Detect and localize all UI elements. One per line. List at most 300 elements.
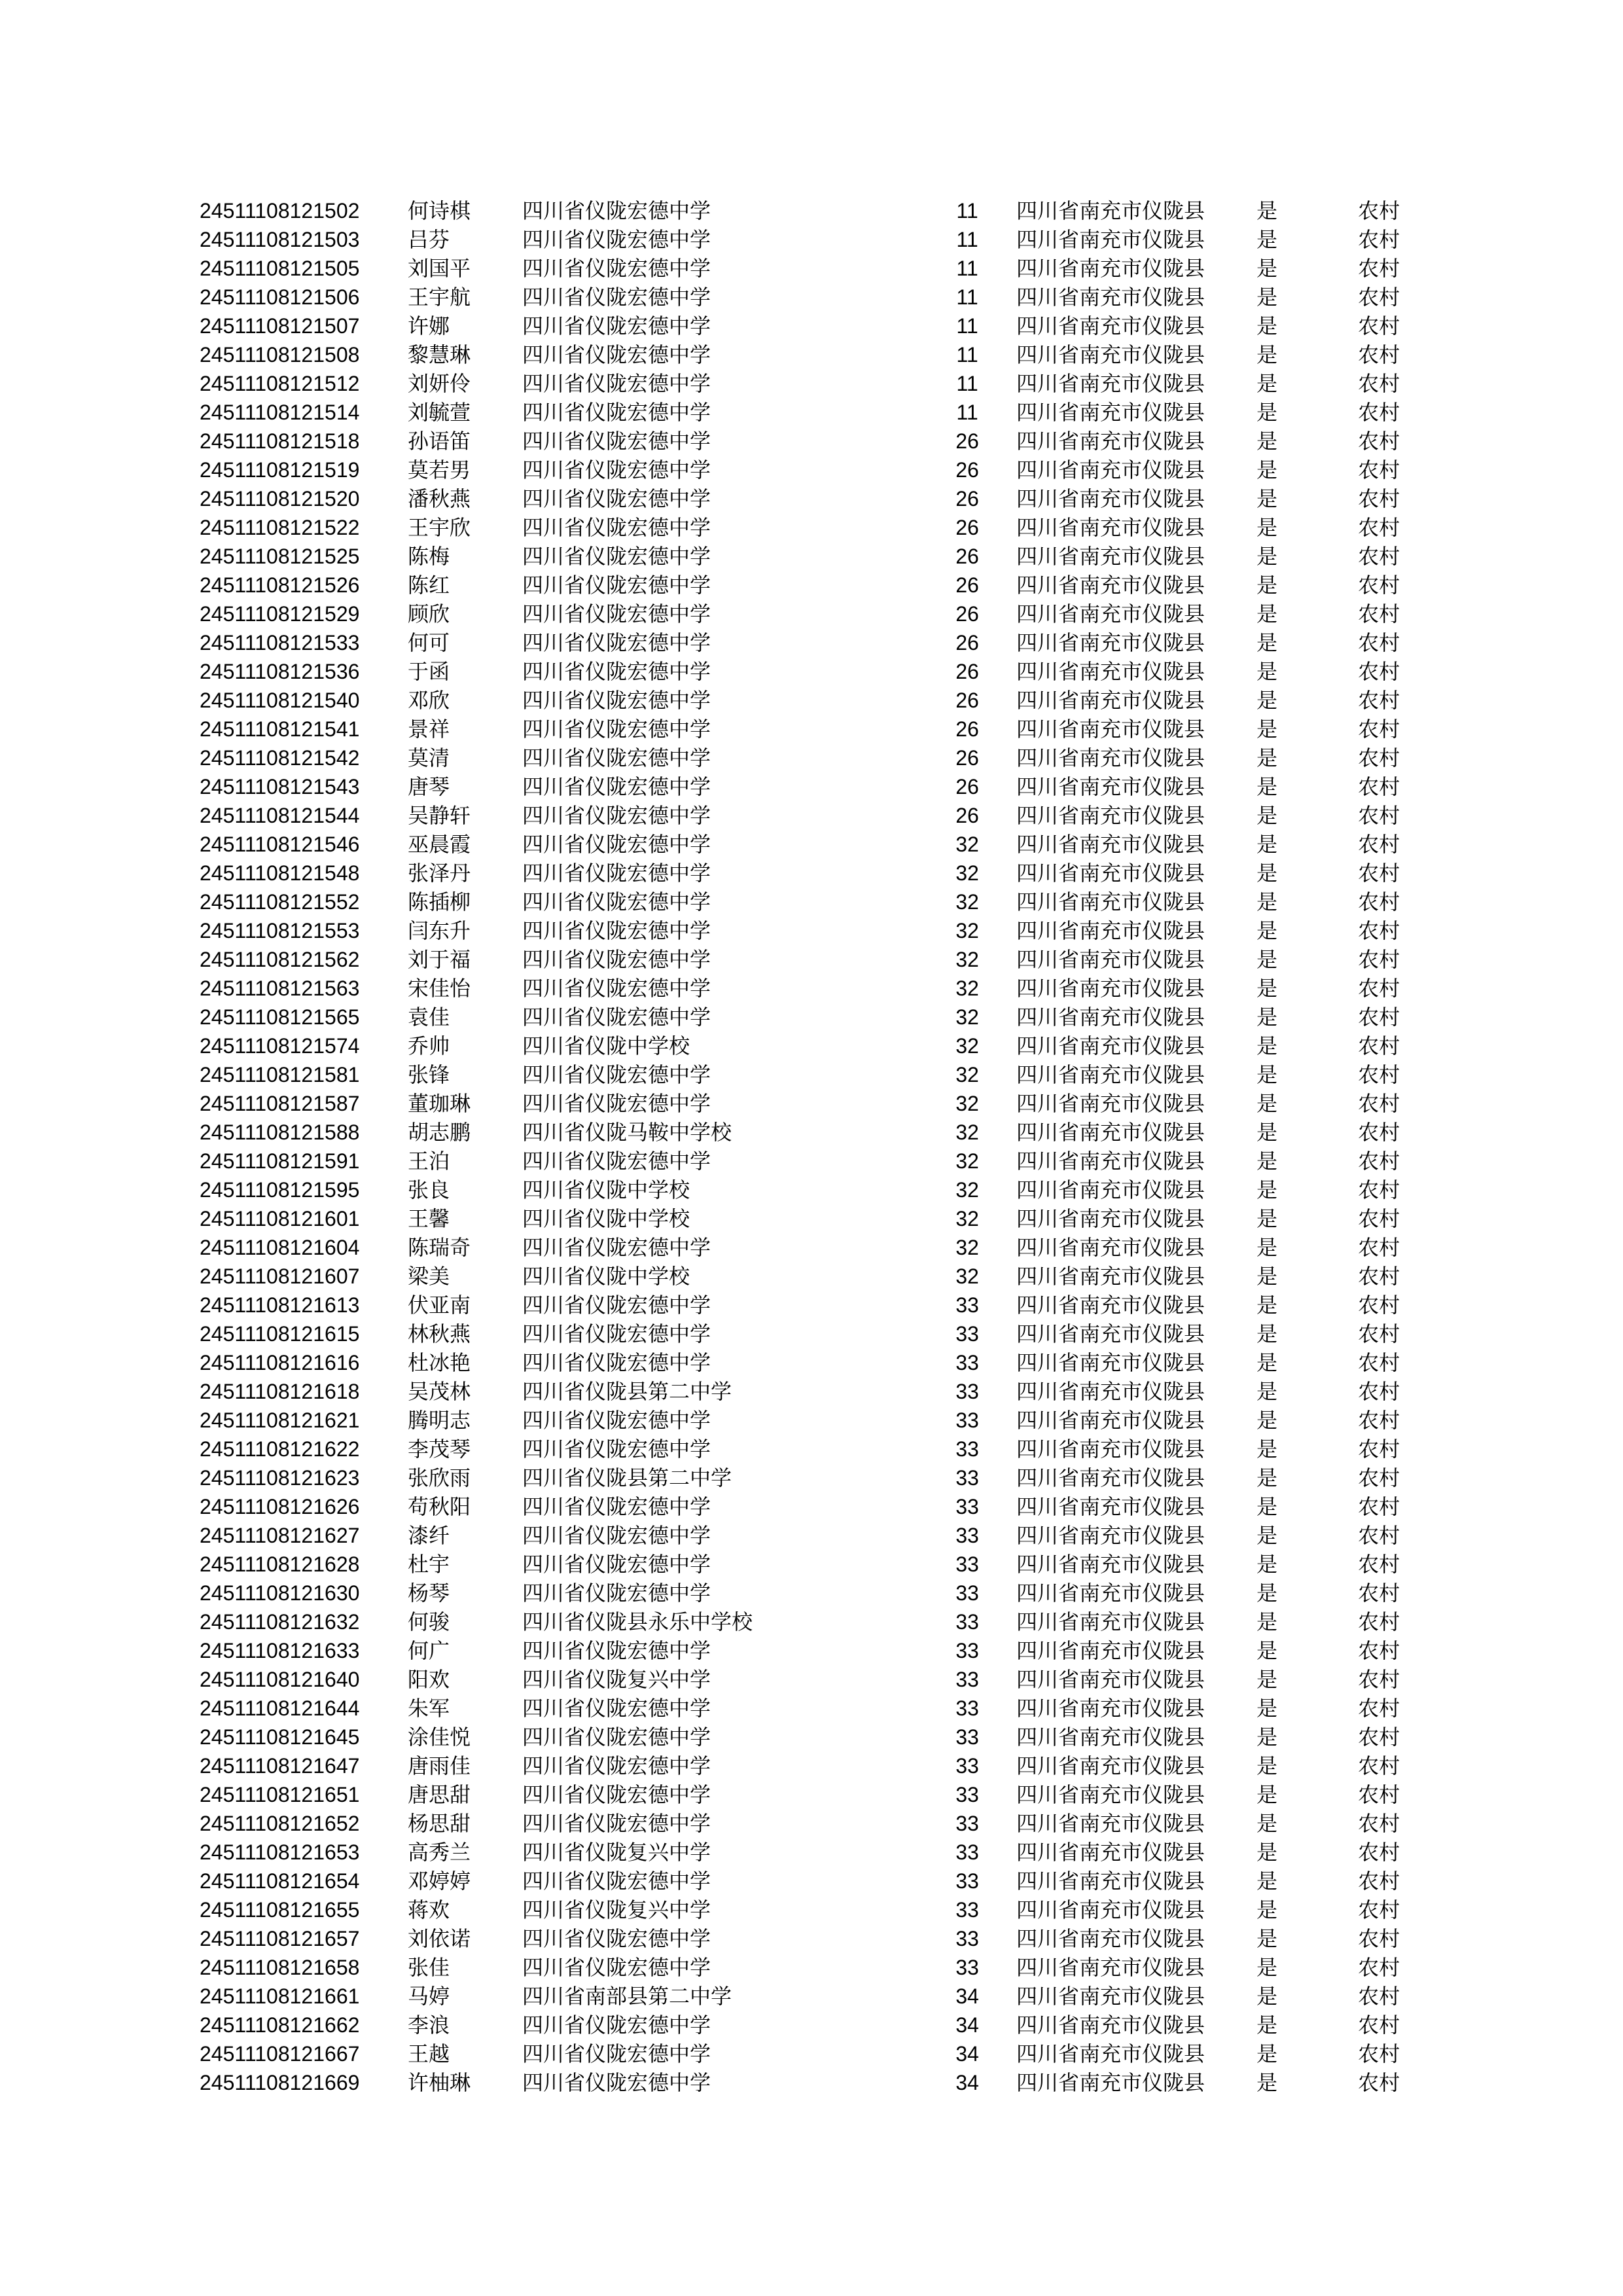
school-name-cell: 四川省仪陇宏德中学 — [522, 1293, 711, 1318]
class-number-cell: 33 — [955, 1696, 979, 1720]
class-number-cell: 32 — [955, 1092, 979, 1115]
student-id-cell: 24511108121655 — [200, 1898, 360, 1922]
student-name-cell: 朱军 — [408, 1696, 450, 1721]
region-cell: 四川省南充市仪陇县 — [1016, 1408, 1205, 1433]
student-id-cell: 24511108121591 — [200, 1149, 360, 1173]
residence-type-cell: 农村 — [1358, 2070, 1400, 2095]
class-number-cell: 26 — [955, 804, 979, 827]
student-name-cell: 李茂琴 — [408, 1437, 471, 1462]
student-id-cell: 24511108121658 — [200, 1956, 360, 1979]
student-name-cell: 吕芬 — [408, 227, 450, 252]
region-cell: 四川省南充市仪陇县 — [1016, 1811, 1205, 1836]
class-number-cell: 26 — [955, 487, 979, 511]
region-cell: 四川省南充市仪陇县 — [1016, 1926, 1205, 1951]
student-name-cell: 刘妍伶 — [408, 371, 471, 396]
school-name-cell: 四川省仪陇宏德中学 — [522, 198, 711, 223]
student-id-cell: 24511108121595 — [200, 1178, 360, 1202]
student-id-cell: 24511108121533 — [200, 631, 360, 655]
table-row — [200, 1521, 1443, 1550]
region-cell: 四川省南充市仪陇县 — [1016, 1321, 1205, 1346]
school-name-cell: 四川省南部县第二中学 — [522, 1984, 732, 2009]
student-name-cell: 吴茂林 — [408, 1379, 471, 1404]
class-number-cell: 33 — [955, 1524, 979, 1547]
table-row — [200, 600, 1443, 628]
student-name-cell: 涂佳悦 — [408, 1725, 471, 1749]
table-row — [200, 513, 1443, 542]
region-cell: 四川省南充市仪陇县 — [1016, 832, 1205, 857]
student-name-cell: 乔帅 — [408, 1033, 450, 1058]
residence-type-cell: 农村 — [1358, 1840, 1400, 1865]
student-id-cell: 24511108121587 — [200, 1092, 360, 1115]
region-cell: 四川省南充市仪陇县 — [1016, 1149, 1205, 1174]
table-row — [200, 916, 1443, 945]
region-cell: 四川省南充市仪陇县 — [1016, 1955, 1205, 1980]
class-number-cell: 32 — [955, 861, 979, 885]
student-name-cell: 何可 — [408, 630, 450, 655]
eligibility-flag-cell: 是 — [1257, 1552, 1278, 1577]
eligibility-flag-cell: 是 — [1257, 947, 1278, 972]
eligibility-flag-cell: 是 — [1257, 1062, 1278, 1087]
table-row — [200, 1550, 1443, 1579]
student-name-cell: 王泊 — [408, 1149, 450, 1174]
region-cell: 四川省南充市仪陇县 — [1016, 1120, 1205, 1145]
school-name-cell: 四川省仪陇宏德中学 — [522, 1638, 711, 1663]
residence-type-cell: 农村 — [1358, 659, 1400, 684]
student-id-cell: 24511108121508 — [200, 343, 360, 367]
class-number-cell: 33 — [955, 1812, 979, 1835]
school-name-cell: 四川省仪陇马鞍中学校 — [522, 1120, 732, 1145]
eligibility-flag-cell: 是 — [1257, 2041, 1278, 2066]
region-cell: 四川省南充市仪陇县 — [1016, 1264, 1205, 1289]
eligibility-flag-cell: 是 — [1257, 1667, 1278, 1692]
table-row — [200, 1636, 1443, 1665]
student-name-cell: 杨琴 — [408, 1581, 450, 1605]
table-row — [200, 974, 1443, 1003]
residence-type-cell: 农村 — [1358, 2013, 1400, 2037]
residence-type-cell: 农村 — [1358, 1235, 1400, 1260]
region-cell: 四川省南充市仪陇县 — [1016, 256, 1205, 281]
eligibility-flag-cell: 是 — [1257, 515, 1278, 540]
student-id-cell: 24511108121544 — [200, 804, 360, 827]
student-id-cell: 24511108121667 — [200, 2042, 360, 2066]
eligibility-flag-cell: 是 — [1257, 544, 1278, 569]
table-row — [200, 744, 1443, 772]
school-name-cell: 四川省仪陇宏德中学 — [522, 1235, 711, 1260]
class-number-cell: 11 — [956, 343, 978, 367]
student-id-cell: 24511108121618 — [200, 1380, 360, 1403]
student-name-cell: 陈插柳 — [408, 889, 471, 914]
table-row — [200, 484, 1443, 513]
school-name-cell: 四川省仪陇宏德中学 — [522, 1437, 711, 1462]
eligibility-flag-cell: 是 — [1257, 1264, 1278, 1289]
student-name-cell: 杜宇 — [408, 1552, 450, 1577]
region-cell: 四川省南充市仪陇县 — [1016, 918, 1205, 943]
eligibility-flag-cell: 是 — [1257, 342, 1278, 367]
class-number-cell: 34 — [955, 2042, 979, 2066]
residence-type-cell: 农村 — [1358, 1782, 1400, 1807]
school-name-cell: 四川省仪陇宏德中学 — [522, 1753, 711, 1778]
class-number-cell: 33 — [955, 1754, 979, 1778]
student-roster-table — [200, 196, 1443, 2097]
table-row — [200, 1233, 1443, 1262]
table-row — [200, 1463, 1443, 1492]
student-name-cell: 于函 — [408, 659, 450, 684]
class-number-cell: 33 — [955, 1322, 979, 1346]
class-number-cell: 32 — [955, 977, 979, 1000]
class-number-cell: 33 — [955, 1898, 979, 1922]
table-row — [200, 715, 1443, 744]
residence-type-cell: 农村 — [1358, 1437, 1400, 1462]
table-row — [200, 1377, 1443, 1406]
table-row — [200, 1406, 1443, 1435]
student-name-cell: 袁佳 — [408, 1005, 450, 1030]
student-name-cell: 潘秋燕 — [408, 486, 471, 511]
table-row — [200, 2068, 1443, 2097]
region-cell: 四川省南充市仪陇县 — [1016, 1840, 1205, 1865]
school-name-cell: 四川省仪陇宏德中学 — [522, 1062, 711, 1087]
table-row — [200, 1118, 1443, 1147]
table-row — [200, 1492, 1443, 1521]
school-name-cell: 四川省仪陇宏德中学 — [522, 1955, 711, 1980]
school-name-cell: 四川省仪陇宏德中学 — [522, 2013, 711, 2037]
eligibility-flag-cell: 是 — [1257, 1609, 1278, 1634]
region-cell: 四川省南充市仪陇县 — [1016, 1350, 1205, 1375]
school-name-cell: 四川省仪陇宏德中学 — [522, 1782, 711, 1807]
class-number-cell: 26 — [955, 775, 979, 798]
region-cell: 四川省南充市仪陇县 — [1016, 947, 1205, 972]
school-name-cell: 四川省仪陇中学校 — [522, 1177, 690, 1202]
eligibility-flag-cell: 是 — [1257, 803, 1278, 828]
student-name-cell: 漆纤 — [408, 1523, 450, 1548]
table-row — [200, 2039, 1443, 2068]
student-name-cell: 何骏 — [408, 1609, 450, 1634]
class-number-cell: 26 — [955, 717, 979, 741]
school-name-cell: 四川省仪陇宏德中学 — [522, 630, 711, 655]
eligibility-flag-cell: 是 — [1257, 429, 1278, 454]
class-number-cell: 33 — [955, 1783, 979, 1806]
residence-type-cell: 农村 — [1358, 371, 1400, 396]
eligibility-flag-cell: 是 — [1257, 1408, 1278, 1433]
region-cell: 四川省南充市仪陇县 — [1016, 1206, 1205, 1231]
eligibility-flag-cell: 是 — [1257, 688, 1278, 713]
residence-type-cell: 农村 — [1358, 1869, 1400, 1893]
student-id-cell: 24511108121541 — [200, 717, 360, 741]
school-name-cell: 四川省仪陇宏德中学 — [522, 1005, 711, 1030]
table-row — [200, 254, 1443, 283]
residence-type-cell: 农村 — [1358, 400, 1400, 425]
student-id-cell: 24511108121653 — [200, 1840, 360, 1864]
region-cell: 四川省南充市仪陇县 — [1016, 371, 1205, 396]
table-row — [200, 1867, 1443, 1895]
residence-type-cell: 农村 — [1358, 1638, 1400, 1663]
student-name-cell: 马婷 — [408, 1984, 450, 2009]
student-id-cell: 24511108121526 — [200, 573, 360, 597]
table-row — [200, 888, 1443, 916]
student-id-cell: 24511108121506 — [200, 285, 360, 309]
school-name-cell: 四川省仪陇宏德中学 — [522, 688, 711, 713]
region-cell: 四川省南充市仪陇县 — [1016, 314, 1205, 338]
school-name-cell: 四川省仪陇宏德中学 — [522, 1552, 711, 1577]
class-number-cell: 26 — [955, 746, 979, 770]
region-cell: 四川省南充市仪陇县 — [1016, 861, 1205, 886]
region-cell: 四川省南充市仪陇县 — [1016, 2070, 1205, 2095]
table-row — [200, 1895, 1443, 1924]
school-name-cell: 四川省仪陇宏德中学 — [522, 1350, 711, 1375]
student-id-cell: 24511108121657 — [200, 1927, 360, 1950]
residence-type-cell: 农村 — [1358, 1581, 1400, 1605]
school-name-cell: 四川省仪陇宏德中学 — [522, 400, 711, 425]
class-number-cell: 32 — [955, 833, 979, 856]
residence-type-cell: 农村 — [1358, 1897, 1400, 1922]
class-number-cell: 26 — [955, 545, 979, 568]
eligibility-flag-cell: 是 — [1257, 486, 1278, 511]
school-name-cell: 四川省仪陇宏德中学 — [522, 1091, 711, 1116]
school-name-cell: 四川省仪陇宏德中学 — [522, 1321, 711, 1346]
student-id-cell: 24511108121645 — [200, 1725, 360, 1749]
table-row — [200, 1348, 1443, 1377]
residence-type-cell: 农村 — [1358, 1177, 1400, 1202]
table-row — [200, 1147, 1443, 1175]
school-name-cell: 四川省仪陇宏德中学 — [522, 1725, 711, 1749]
table-row — [200, 340, 1443, 369]
student-id-cell: 24511108121553 — [200, 919, 360, 942]
school-name-cell: 四川省仪陇宏德中学 — [522, 457, 711, 482]
student-name-cell: 刘于福 — [408, 947, 471, 972]
region-cell: 四川省南充市仪陇县 — [1016, 1005, 1205, 1030]
student-name-cell: 唐雨佳 — [408, 1753, 471, 1778]
school-name-cell: 四川省仪陇复兴中学 — [522, 1840, 711, 1865]
table-row — [200, 1319, 1443, 1348]
region-cell: 四川省南充市仪陇县 — [1016, 717, 1205, 742]
student-id-cell: 24511108121632 — [200, 1610, 360, 1634]
school-name-cell: 四川省仪陇宏德中学 — [522, 1811, 711, 1836]
student-id-cell: 24511108121623 — [200, 1466, 360, 1490]
table-row — [200, 1579, 1443, 1607]
region-cell: 四川省南充市仪陇县 — [1016, 1984, 1205, 2009]
residence-type-cell: 农村 — [1358, 889, 1400, 914]
class-number-cell: 33 — [955, 1927, 979, 1950]
student-id-cell: 24511108121563 — [200, 977, 360, 1000]
school-name-cell: 四川省仪陇宏德中学 — [522, 285, 711, 310]
student-name-cell: 顾欣 — [408, 601, 450, 626]
table-row — [200, 1723, 1443, 1751]
student-name-cell: 苟秋阳 — [408, 1494, 471, 1519]
class-number-cell: 26 — [955, 429, 979, 453]
residence-type-cell: 农村 — [1358, 1091, 1400, 1116]
student-name-cell: 莫若男 — [408, 457, 471, 482]
region-cell: 四川省南充市仪陇县 — [1016, 1235, 1205, 1260]
student-name-cell: 李浪 — [408, 2013, 450, 2037]
student-name-cell: 陈梅 — [408, 544, 450, 569]
region-cell: 四川省南充市仪陇县 — [1016, 1609, 1205, 1634]
school-name-cell: 四川省仪陇县第二中学 — [522, 1379, 732, 1404]
region-cell: 四川省南充市仪陇县 — [1016, 1177, 1205, 1202]
school-name-cell: 四川省仪陇宏德中学 — [522, 429, 711, 454]
eligibility-flag-cell: 是 — [1257, 1033, 1278, 1058]
student-id-cell: 24511108121627 — [200, 1524, 360, 1547]
student-id-cell: 24511108121621 — [200, 1408, 360, 1432]
table-row — [200, 427, 1443, 456]
residence-type-cell: 农村 — [1358, 429, 1400, 454]
eligibility-flag-cell: 是 — [1257, 1955, 1278, 1980]
eligibility-flag-cell: 是 — [1257, 256, 1278, 281]
class-number-cell: 26 — [955, 458, 979, 482]
region-cell: 四川省南充市仪陇县 — [1016, 774, 1205, 799]
region-cell: 四川省南充市仪陇县 — [1016, 573, 1205, 598]
residence-type-cell: 农村 — [1358, 745, 1400, 770]
residence-type-cell: 农村 — [1358, 1955, 1400, 1980]
region-cell: 四川省南充市仪陇县 — [1016, 1897, 1205, 1922]
student-id-cell: 24511108121669 — [200, 2071, 360, 2094]
table-row — [200, 1751, 1443, 1780]
school-name-cell: 四川省仪陇宏德中学 — [522, 1696, 711, 1721]
eligibility-flag-cell: 是 — [1257, 285, 1278, 310]
student-name-cell: 景祥 — [408, 717, 450, 742]
table-row — [200, 1262, 1443, 1291]
school-name-cell: 四川省仪陇宏德中学 — [522, 1494, 711, 1519]
class-number-cell: 33 — [955, 1840, 979, 1864]
eligibility-flag-cell: 是 — [1257, 1437, 1278, 1462]
school-name-cell: 四川省仪陇宏德中学 — [522, 515, 711, 540]
student-name-cell: 董珈琳 — [408, 1091, 471, 1116]
student-name-cell: 张泽丹 — [408, 861, 471, 886]
region-cell: 四川省南充市仪陇县 — [1016, 285, 1205, 310]
student-name-cell: 陈瑞奇 — [408, 1235, 471, 1260]
class-number-cell: 33 — [955, 1956, 979, 1979]
residence-type-cell: 农村 — [1358, 2041, 1400, 2066]
student-id-cell: 24511108121613 — [200, 1293, 360, 1317]
residence-type-cell: 农村 — [1358, 1379, 1400, 1404]
eligibility-flag-cell: 是 — [1257, 717, 1278, 742]
class-number-cell: 32 — [955, 1207, 979, 1230]
school-name-cell: 四川省仪陇宏德中学 — [522, 1581, 711, 1605]
table-row — [200, 1982, 1443, 2011]
residence-type-cell: 农村 — [1358, 486, 1400, 511]
class-number-cell: 32 — [955, 890, 979, 914]
student-id-cell: 24511108121505 — [200, 257, 360, 280]
residence-type-cell: 农村 — [1358, 1293, 1400, 1318]
region-cell: 四川省南充市仪陇县 — [1016, 1293, 1205, 1318]
table-row — [200, 772, 1443, 801]
region-cell: 四川省南充市仪陇县 — [1016, 1581, 1205, 1605]
student-id-cell: 24511108121622 — [200, 1437, 360, 1461]
student-id-cell: 24511108121512 — [200, 372, 360, 395]
class-number-cell: 32 — [955, 1005, 979, 1029]
student-id-cell: 24511108121574 — [200, 1034, 360, 1058]
eligibility-flag-cell: 是 — [1257, 889, 1278, 914]
student-id-cell: 24511108121616 — [200, 1351, 360, 1374]
residence-type-cell: 农村 — [1358, 1667, 1400, 1692]
region-cell: 四川省南充市仪陇县 — [1016, 1062, 1205, 1087]
class-number-cell: 34 — [955, 2013, 979, 2037]
student-id-cell: 24511108121562 — [200, 948, 360, 971]
residence-type-cell: 农村 — [1358, 774, 1400, 799]
class-number-cell: 26 — [955, 516, 979, 539]
class-number-cell: 32 — [955, 1063, 979, 1086]
eligibility-flag-cell: 是 — [1257, 400, 1278, 425]
residence-type-cell: 农村 — [1358, 1206, 1400, 1231]
eligibility-flag-cell: 是 — [1257, 1091, 1278, 1116]
eligibility-flag-cell: 是 — [1257, 457, 1278, 482]
class-number-cell: 11 — [956, 285, 978, 309]
residence-type-cell: 农村 — [1358, 342, 1400, 367]
school-name-cell: 四川省仪陇宏德中学 — [522, 1149, 711, 1174]
region-cell: 四川省南充市仪陇县 — [1016, 1696, 1205, 1721]
table-row — [200, 1694, 1443, 1723]
region-cell: 四川省南充市仪陇县 — [1016, 1379, 1205, 1404]
student-id-cell: 24511108121581 — [200, 1063, 360, 1086]
student-name-cell: 刘毓萱 — [408, 400, 471, 425]
class-number-cell: 26 — [955, 631, 979, 655]
residence-type-cell: 农村 — [1358, 688, 1400, 713]
class-number-cell: 33 — [955, 1581, 979, 1605]
region-cell: 四川省南充市仪陇县 — [1016, 457, 1205, 482]
student-id-cell: 24511108121552 — [200, 890, 360, 914]
eligibility-flag-cell: 是 — [1257, 1321, 1278, 1346]
table-row — [200, 830, 1443, 859]
student-id-cell: 24511108121529 — [200, 602, 360, 626]
student-id-cell: 24511108121588 — [200, 1121, 360, 1144]
table-row — [200, 1204, 1443, 1233]
region-cell: 四川省南充市仪陇县 — [1016, 1782, 1205, 1807]
residence-type-cell: 农村 — [1358, 198, 1400, 223]
table-row — [200, 456, 1443, 484]
class-number-cell: 32 — [955, 1236, 979, 1259]
table-row — [200, 1665, 1443, 1694]
region-cell: 四川省南充市仪陇县 — [1016, 2013, 1205, 2037]
table-row — [200, 945, 1443, 974]
school-name-cell: 四川省仪陇宏德中学 — [522, 371, 711, 396]
table-row — [200, 398, 1443, 427]
region-cell: 四川省南充市仪陇县 — [1016, 198, 1205, 223]
class-number-cell: 34 — [955, 1984, 979, 2008]
school-name-cell: 四川省仪陇宏德中学 — [522, 1523, 711, 1548]
class-number-cell: 33 — [955, 1408, 979, 1432]
eligibility-flag-cell: 是 — [1257, 1465, 1278, 1490]
region-cell: 四川省南充市仪陇县 — [1016, 1725, 1205, 1749]
student-id-cell: 24511108121630 — [200, 1581, 360, 1605]
school-name-cell: 四川省仪陇宏德中学 — [522, 1408, 711, 1433]
eligibility-flag-cell: 是 — [1257, 2070, 1278, 2095]
eligibility-flag-cell: 是 — [1257, 371, 1278, 396]
student-id-cell: 24511108121543 — [200, 775, 360, 798]
residence-type-cell: 农村 — [1358, 832, 1400, 857]
student-name-cell: 莫清 — [408, 745, 450, 770]
student-id-cell: 24511108121540 — [200, 689, 360, 712]
student-id-cell: 24511108121514 — [200, 401, 360, 424]
eligibility-flag-cell: 是 — [1257, 861, 1278, 886]
class-number-cell: 33 — [955, 1610, 979, 1634]
residence-type-cell: 农村 — [1358, 285, 1400, 310]
student-id-cell: 24511108121503 — [200, 228, 360, 251]
eligibility-flag-cell: 是 — [1257, 1235, 1278, 1260]
eligibility-flag-cell: 是 — [1257, 1840, 1278, 1865]
table-row — [200, 1953, 1443, 1982]
residence-type-cell: 农村 — [1358, 1465, 1400, 1490]
eligibility-flag-cell: 是 — [1257, 832, 1278, 857]
school-name-cell: 四川省仪陇中学校 — [522, 1264, 690, 1289]
student-id-cell: 24511108121525 — [200, 545, 360, 568]
class-number-cell: 33 — [955, 1293, 979, 1317]
table-row — [200, 196, 1443, 225]
student-id-cell: 24511108121607 — [200, 1265, 360, 1288]
eligibility-flag-cell: 是 — [1257, 1005, 1278, 1030]
table-row — [200, 542, 1443, 571]
student-id-cell: 24511108121647 — [200, 1754, 360, 1778]
school-name-cell: 四川省仪陇宏德中学 — [522, 774, 711, 799]
school-name-cell: 四川省仪陇宏德中学 — [522, 947, 711, 972]
eligibility-flag-cell: 是 — [1257, 1293, 1278, 1318]
